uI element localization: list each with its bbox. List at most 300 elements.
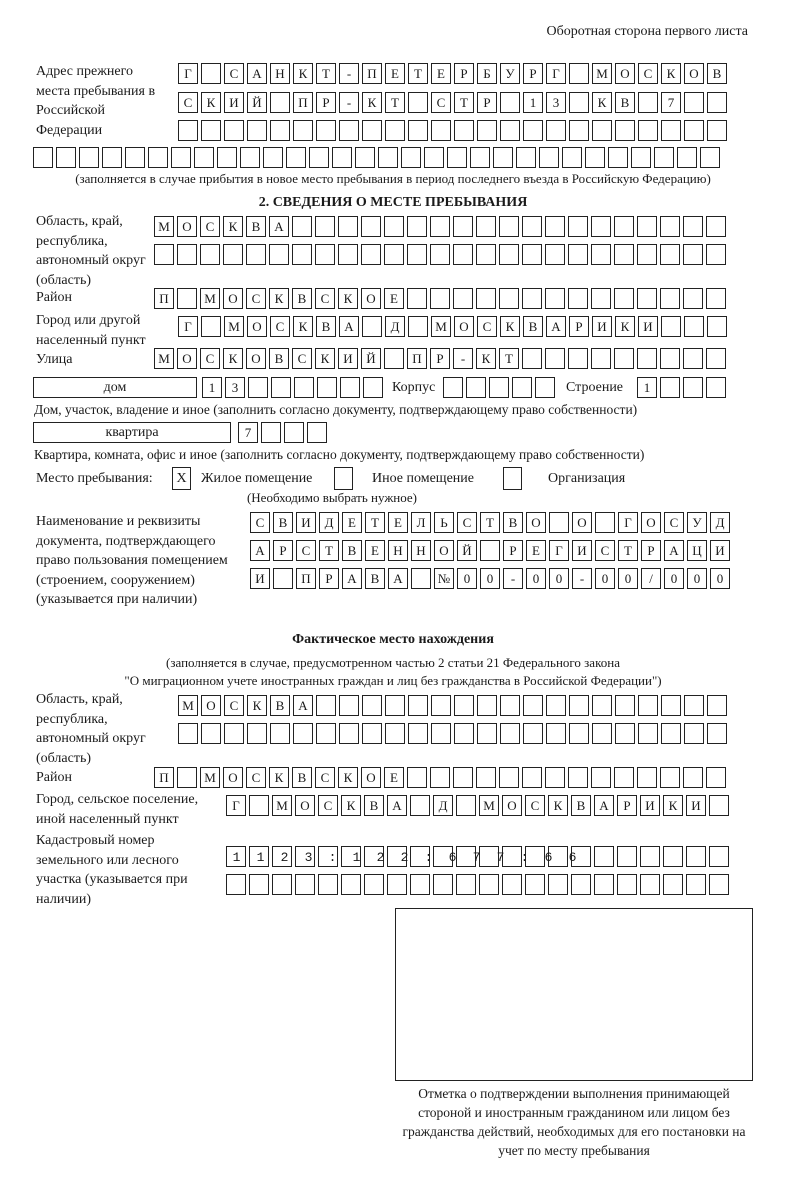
char-cell[interactable]: Т xyxy=(365,512,385,533)
char-cell[interactable]: О xyxy=(295,795,315,816)
char-cell[interactable]: 0 xyxy=(710,568,730,589)
char-cell[interactable] xyxy=(568,244,588,265)
char-cell[interactable] xyxy=(568,767,588,788)
char-cell[interactable]: К xyxy=(315,348,335,369)
char-cell[interactable]: С xyxy=(431,92,451,113)
char-cell[interactable]: - xyxy=(339,92,359,113)
char-cell[interactable] xyxy=(568,288,588,309)
char-cell[interactable]: К xyxy=(362,92,382,113)
char-cell[interactable] xyxy=(378,147,398,168)
char-cell[interactable]: - xyxy=(572,568,592,589)
char-cell[interactable] xyxy=(443,377,463,398)
char-cell[interactable]: В xyxy=(365,568,385,589)
char-cell[interactable]: М xyxy=(154,216,174,237)
char-cell[interactable]: К xyxy=(338,288,358,309)
char-cell[interactable]: К xyxy=(548,795,568,816)
char-cell[interactable]: С xyxy=(224,63,244,84)
char-cell[interactable]: / xyxy=(641,568,661,589)
char-cell[interactable] xyxy=(522,244,542,265)
char-cell[interactable] xyxy=(284,422,304,443)
char-cell[interactable] xyxy=(387,874,407,895)
char-cell[interactable] xyxy=(707,120,727,141)
char-cell[interactable]: Т xyxy=(499,348,519,369)
char-cell[interactable] xyxy=(545,348,565,369)
char-cell[interactable] xyxy=(568,348,588,369)
char-cell[interactable]: Р xyxy=(273,540,293,561)
char-cell[interactable] xyxy=(489,377,509,398)
char-cell[interactable] xyxy=(384,244,404,265)
char-cell[interactable] xyxy=(637,767,657,788)
char-cell[interactable]: Л xyxy=(411,512,431,533)
char-cell[interactable] xyxy=(477,723,497,744)
char-cell[interactable]: С xyxy=(200,348,220,369)
char-cell[interactable]: А xyxy=(293,695,313,716)
char-cell[interactable]: И xyxy=(640,795,660,816)
char-cell[interactable] xyxy=(201,316,221,337)
char-cell[interactable]: И xyxy=(638,316,658,337)
char-cell[interactable] xyxy=(361,244,381,265)
char-cell[interactable]: И xyxy=(686,795,706,816)
char-cell[interactable]: А xyxy=(342,568,362,589)
char-cell[interactable] xyxy=(684,120,704,141)
char-cell[interactable] xyxy=(661,695,681,716)
char-cell[interactable] xyxy=(516,147,536,168)
stay-option-other-checkbox[interactable] xyxy=(334,467,353,490)
char-cell[interactable] xyxy=(499,767,519,788)
char-cell[interactable]: В xyxy=(523,316,543,337)
char-cell[interactable] xyxy=(177,244,197,265)
char-cell[interactable] xyxy=(640,874,660,895)
char-cell[interactable] xyxy=(384,216,404,237)
char-cell[interactable] xyxy=(431,120,451,141)
char-cell[interactable] xyxy=(615,723,635,744)
char-cell[interactable] xyxy=(178,723,198,744)
char-cell[interactable]: М xyxy=(200,288,220,309)
char-cell[interactable] xyxy=(453,288,473,309)
char-cell[interactable]: Г xyxy=(178,63,198,84)
char-cell[interactable]: К xyxy=(293,316,313,337)
char-cell[interactable]: О xyxy=(615,63,635,84)
char-cell[interactable] xyxy=(338,216,358,237)
char-cell[interactable] xyxy=(539,147,559,168)
char-cell[interactable] xyxy=(433,874,453,895)
char-cell[interactable]: 0 xyxy=(664,568,684,589)
char-cell[interactable]: К xyxy=(592,92,612,113)
char-cell[interactable]: У xyxy=(687,512,707,533)
char-cell[interactable]: И xyxy=(224,92,244,113)
char-cell[interactable]: Е xyxy=(365,540,385,561)
char-cell[interactable] xyxy=(638,695,658,716)
char-cell[interactable] xyxy=(591,216,611,237)
char-cell[interactable] xyxy=(315,216,335,237)
char-cell[interactable] xyxy=(549,512,569,533)
char-cell[interactable] xyxy=(447,147,467,168)
char-cell[interactable] xyxy=(614,288,634,309)
char-cell[interactable] xyxy=(592,723,612,744)
char-cell[interactable]: П xyxy=(154,767,174,788)
char-cell[interactable] xyxy=(706,288,726,309)
char-cell[interactable] xyxy=(453,767,473,788)
char-cell[interactable]: М xyxy=(431,316,451,337)
char-cell[interactable] xyxy=(453,244,473,265)
char-cell[interactable]: Т xyxy=(618,540,638,561)
char-cell[interactable] xyxy=(476,288,496,309)
char-cell[interactable] xyxy=(709,795,729,816)
char-cell[interactable] xyxy=(194,147,214,168)
char-cell[interactable]: С xyxy=(525,795,545,816)
char-cell[interactable] xyxy=(523,695,543,716)
char-cell[interactable]: В xyxy=(503,512,523,533)
char-cell[interactable] xyxy=(545,288,565,309)
char-cell[interactable]: Т xyxy=(454,92,474,113)
char-cell[interactable]: В xyxy=(342,540,362,561)
char-cell[interactable] xyxy=(453,216,473,237)
stay-option-residential-checkbox[interactable]: X xyxy=(172,467,191,490)
char-cell[interactable]: Г xyxy=(618,512,638,533)
char-cell[interactable] xyxy=(270,723,290,744)
char-cell[interactable] xyxy=(363,377,383,398)
char-cell[interactable] xyxy=(273,568,293,589)
char-cell[interactable] xyxy=(535,377,555,398)
char-cell[interactable] xyxy=(385,723,405,744)
char-cell[interactable]: К xyxy=(223,348,243,369)
char-cell[interactable]: 0 xyxy=(595,568,615,589)
char-cell[interactable]: В xyxy=(615,92,635,113)
char-cell[interactable]: О xyxy=(247,316,267,337)
char-cell[interactable]: А xyxy=(594,795,614,816)
char-cell[interactable] xyxy=(683,377,703,398)
char-cell[interactable]: № xyxy=(434,568,454,589)
char-cell[interactable] xyxy=(224,723,244,744)
char-cell[interactable] xyxy=(430,216,450,237)
char-cell[interactable]: О xyxy=(223,288,243,309)
char-cell[interactable]: - xyxy=(503,568,523,589)
char-cell[interactable]: Е xyxy=(385,63,405,84)
char-cell[interactable]: С xyxy=(477,316,497,337)
char-cell[interactable]: В xyxy=(571,795,591,816)
char-cell[interactable] xyxy=(502,874,522,895)
char-cell[interactable] xyxy=(430,244,450,265)
char-cell[interactable] xyxy=(292,216,312,237)
char-cell[interactable]: - xyxy=(339,63,359,84)
char-cell[interactable] xyxy=(272,874,292,895)
char-cell[interactable] xyxy=(548,874,568,895)
char-cell[interactable] xyxy=(591,288,611,309)
char-cell[interactable] xyxy=(569,723,589,744)
char-cell[interactable] xyxy=(148,147,168,168)
char-cell[interactable]: О xyxy=(223,767,243,788)
char-cell[interactable] xyxy=(614,767,634,788)
char-cell[interactable] xyxy=(707,92,727,113)
char-cell[interactable]: С xyxy=(200,216,220,237)
char-cell[interactable] xyxy=(466,377,486,398)
char-cell[interactable]: 7 xyxy=(661,92,681,113)
char-cell[interactable] xyxy=(592,120,612,141)
char-cell[interactable]: С xyxy=(296,540,316,561)
char-cell[interactable]: Р xyxy=(569,316,589,337)
char-cell[interactable] xyxy=(261,422,281,443)
char-cell[interactable]: О xyxy=(641,512,661,533)
char-cell[interactable] xyxy=(316,723,336,744)
char-cell[interactable] xyxy=(102,147,122,168)
char-cell[interactable] xyxy=(500,120,520,141)
char-cell[interactable]: 0 xyxy=(687,568,707,589)
char-cell[interactable] xyxy=(408,316,428,337)
char-cell[interactable]: А xyxy=(247,63,267,84)
stay-option-organization-checkbox[interactable] xyxy=(503,467,522,490)
char-cell[interactable]: Р xyxy=(454,63,474,84)
char-cell[interactable]: А xyxy=(250,540,270,561)
char-cell[interactable]: С xyxy=(595,540,615,561)
char-cell[interactable] xyxy=(408,92,428,113)
char-cell[interactable] xyxy=(247,723,267,744)
char-cell[interactable]: К xyxy=(201,92,221,113)
char-cell[interactable] xyxy=(339,723,359,744)
char-cell[interactable]: Е xyxy=(384,288,404,309)
char-cell[interactable] xyxy=(407,244,427,265)
char-cell[interactable]: Ц xyxy=(687,540,707,561)
char-cell[interactable]: П xyxy=(362,63,382,84)
char-cell[interactable] xyxy=(362,120,382,141)
char-cell[interactable]: И xyxy=(338,348,358,369)
char-cell[interactable] xyxy=(424,147,444,168)
char-cell[interactable]: М xyxy=(154,348,174,369)
char-cell[interactable] xyxy=(408,120,428,141)
char-cell[interactable] xyxy=(661,316,681,337)
char-cell[interactable] xyxy=(569,695,589,716)
char-cell[interactable]: В xyxy=(270,695,290,716)
char-cell[interactable] xyxy=(525,874,545,895)
char-cell[interactable] xyxy=(706,377,726,398)
char-cell[interactable] xyxy=(247,120,267,141)
char-cell[interactable] xyxy=(224,120,244,141)
char-cell[interactable]: Р xyxy=(477,92,497,113)
char-cell[interactable]: Т xyxy=(408,63,428,84)
char-cell[interactable] xyxy=(332,147,352,168)
char-cell[interactable] xyxy=(476,216,496,237)
char-cell[interactable] xyxy=(663,874,683,895)
char-cell[interactable]: Е xyxy=(384,767,404,788)
char-cell[interactable] xyxy=(617,874,637,895)
char-cell[interactable] xyxy=(79,147,99,168)
char-cell[interactable]: Р xyxy=(523,63,543,84)
char-cell[interactable] xyxy=(660,767,680,788)
char-cell[interactable] xyxy=(154,244,174,265)
char-cell[interactable] xyxy=(545,244,565,265)
char-cell[interactable]: Й xyxy=(247,92,267,113)
char-cell[interactable] xyxy=(362,695,382,716)
char-cell[interactable] xyxy=(248,377,268,398)
char-cell[interactable] xyxy=(568,216,588,237)
char-cell[interactable]: Р xyxy=(641,540,661,561)
char-cell[interactable]: М xyxy=(479,795,499,816)
char-cell[interactable] xyxy=(480,540,500,561)
char-cell[interactable]: П xyxy=(407,348,427,369)
char-cell[interactable] xyxy=(660,288,680,309)
char-cell[interactable]: С xyxy=(315,767,335,788)
char-cell[interactable]: Е xyxy=(526,540,546,561)
char-cell[interactable]: О xyxy=(684,63,704,84)
apartment-type-field[interactable]: квартира xyxy=(33,422,231,443)
char-cell[interactable]: 0 xyxy=(526,568,546,589)
char-cell[interactable] xyxy=(177,288,197,309)
char-cell[interactable]: Р xyxy=(503,540,523,561)
char-cell[interactable] xyxy=(454,695,474,716)
char-cell[interactable] xyxy=(340,377,360,398)
char-cell[interactable] xyxy=(591,244,611,265)
char-cell[interactable]: С xyxy=(292,348,312,369)
char-cell[interactable] xyxy=(706,348,726,369)
char-cell[interactable]: Ь xyxy=(434,512,454,533)
char-cell[interactable] xyxy=(240,147,260,168)
char-cell[interactable] xyxy=(686,874,706,895)
char-cell[interactable] xyxy=(408,723,428,744)
char-cell[interactable] xyxy=(339,695,359,716)
char-cell[interactable]: Р xyxy=(430,348,450,369)
char-cell[interactable] xyxy=(470,147,490,168)
char-cell[interactable]: А xyxy=(388,568,408,589)
char-cell[interactable]: 0 xyxy=(618,568,638,589)
char-cell[interactable] xyxy=(709,874,729,895)
char-cell[interactable] xyxy=(201,63,221,84)
char-cell[interactable]: С xyxy=(224,695,244,716)
char-cell[interactable]: К xyxy=(338,767,358,788)
char-cell[interactable]: Н xyxy=(270,63,290,84)
char-cell[interactable] xyxy=(499,288,519,309)
char-cell[interactable] xyxy=(700,147,720,168)
char-cell[interactable]: В xyxy=(292,767,312,788)
char-cell[interactable] xyxy=(477,120,497,141)
char-cell[interactable] xyxy=(706,216,726,237)
char-cell[interactable] xyxy=(454,120,474,141)
char-cell[interactable]: А xyxy=(546,316,566,337)
char-cell[interactable]: О xyxy=(177,348,197,369)
char-cell[interactable] xyxy=(706,767,726,788)
char-cell[interactable]: О xyxy=(526,512,546,533)
char-cell[interactable] xyxy=(500,695,520,716)
char-cell[interactable]: О xyxy=(361,288,381,309)
char-cell[interactable]: В xyxy=(269,348,289,369)
char-cell[interactable] xyxy=(637,348,657,369)
char-cell[interactable] xyxy=(293,120,313,141)
char-cell[interactable] xyxy=(594,874,614,895)
char-cell[interactable] xyxy=(293,723,313,744)
char-cell[interactable]: - xyxy=(453,348,473,369)
char-cell[interactable] xyxy=(654,147,674,168)
char-cell[interactable]: В xyxy=(292,288,312,309)
char-cell[interactable] xyxy=(362,723,382,744)
char-cell[interactable] xyxy=(638,120,658,141)
char-cell[interactable] xyxy=(707,695,727,716)
char-cell[interactable] xyxy=(271,377,291,398)
char-cell[interactable]: Н xyxy=(388,540,408,561)
char-cell[interactable] xyxy=(361,216,381,237)
char-cell[interactable] xyxy=(295,874,315,895)
char-cell[interactable]: Д xyxy=(385,316,405,337)
char-cell[interactable] xyxy=(614,244,634,265)
char-cell[interactable] xyxy=(476,244,496,265)
char-cell[interactable]: О xyxy=(502,795,522,816)
char-cell[interactable] xyxy=(401,147,421,168)
char-cell[interactable]: Г xyxy=(549,540,569,561)
char-cell[interactable] xyxy=(56,147,76,168)
char-cell[interactable] xyxy=(595,512,615,533)
char-cell[interactable] xyxy=(614,348,634,369)
char-cell[interactable]: В xyxy=(707,63,727,84)
char-cell[interactable]: 1 xyxy=(637,377,657,398)
char-cell[interactable]: К xyxy=(341,795,361,816)
char-cell[interactable] xyxy=(661,723,681,744)
char-cell[interactable] xyxy=(249,795,269,816)
char-cell[interactable]: М xyxy=(272,795,292,816)
char-cell[interactable] xyxy=(476,767,496,788)
char-cell[interactable]: С xyxy=(246,767,266,788)
char-cell[interactable]: К xyxy=(247,695,267,716)
char-cell[interactable] xyxy=(637,244,657,265)
char-cell[interactable] xyxy=(292,244,312,265)
char-cell[interactable] xyxy=(407,288,427,309)
char-cell[interactable] xyxy=(249,874,269,895)
char-cell[interactable]: Д xyxy=(319,512,339,533)
char-cell[interactable] xyxy=(407,767,427,788)
char-cell[interactable]: С xyxy=(178,92,198,113)
char-cell[interactable]: О xyxy=(201,695,221,716)
char-cell[interactable] xyxy=(569,120,589,141)
char-cell[interactable] xyxy=(479,874,499,895)
char-cell[interactable]: Р xyxy=(319,568,339,589)
char-cell[interactable] xyxy=(499,244,519,265)
char-cell[interactable] xyxy=(545,216,565,237)
char-cell[interactable] xyxy=(592,695,612,716)
char-cell[interactable] xyxy=(355,147,375,168)
char-cell[interactable] xyxy=(571,874,591,895)
char-cell[interactable] xyxy=(385,120,405,141)
char-cell[interactable]: Т xyxy=(316,63,336,84)
char-cell[interactable] xyxy=(706,244,726,265)
char-cell[interactable]: С xyxy=(638,63,658,84)
char-cell[interactable] xyxy=(660,216,680,237)
char-cell[interactable]: В xyxy=(316,316,336,337)
char-cell[interactable] xyxy=(430,288,450,309)
char-cell[interactable]: С xyxy=(318,795,338,816)
char-cell[interactable] xyxy=(684,92,704,113)
char-cell[interactable]: 7 xyxy=(238,422,258,443)
char-cell[interactable]: С xyxy=(457,512,477,533)
char-cell[interactable]: П xyxy=(296,568,316,589)
char-cell[interactable]: Р xyxy=(316,92,336,113)
char-cell[interactable] xyxy=(339,120,359,141)
char-cell[interactable] xyxy=(407,216,427,237)
char-cell[interactable] xyxy=(430,767,450,788)
char-cell[interactable] xyxy=(171,147,191,168)
char-cell[interactable] xyxy=(585,147,605,168)
char-cell[interactable]: Е xyxy=(388,512,408,533)
char-cell[interactable] xyxy=(545,767,565,788)
char-cell[interactable] xyxy=(637,288,657,309)
char-cell[interactable]: О xyxy=(177,216,197,237)
char-cell[interactable] xyxy=(683,288,703,309)
char-cell[interactable]: О xyxy=(361,767,381,788)
char-cell[interactable]: В xyxy=(246,216,266,237)
char-cell[interactable] xyxy=(408,695,428,716)
char-cell[interactable] xyxy=(493,147,513,168)
char-cell[interactable] xyxy=(223,244,243,265)
char-cell[interactable] xyxy=(338,244,358,265)
char-cell[interactable]: И xyxy=(572,540,592,561)
char-cell[interactable] xyxy=(684,316,704,337)
char-cell[interactable]: Д xyxy=(710,512,730,533)
char-cell[interactable]: К xyxy=(500,316,520,337)
